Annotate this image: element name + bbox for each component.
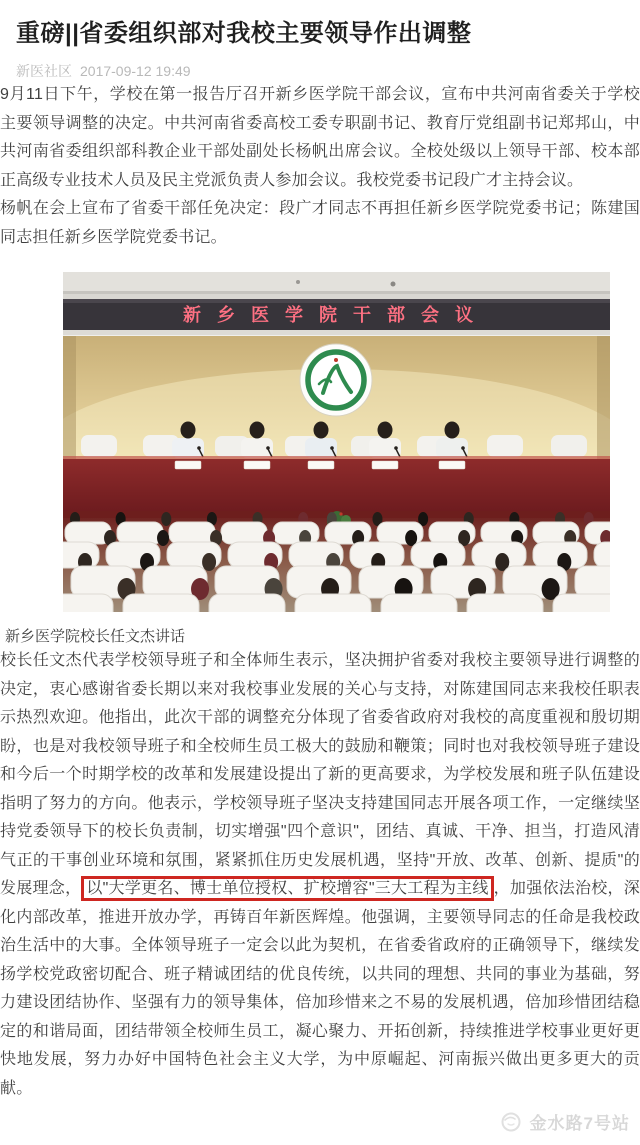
paragraph-3-post: ，加强依法治校，深化内部改革，推进开放办学，再铸百年新医辉煌。他强调，主要领导同志的任命是我校政治生活中的大事。全体领导班子一定会以此为契机，在省委省政府的正确领导下，继续发扬学校党政密切配合、班子精诚团结的优良传统，以共同的理想、共同的事业为基础，努力建设团结协作、坚强有力的领导集体，倍加珍惜来之不易的发展机遇，倍加珍惜团结稳定的和谐局面，团结带领全校师生员工，凝心聚力、开拓创新，持续推进学校事业更好更快地发展，努力办好中国特色社会主义大学，为中原崛起、河南振兴做出更多更大的贡献。 (0, 880, 640, 1097)
watermark (0, 1109, 630, 1134)
watermark-label: 金水路7号站 (529, 1114, 630, 1133)
watermark-logo-icon (499, 1110, 523, 1134)
conference-photo[interactable] (63, 272, 610, 612)
photo-ceiling (63, 272, 610, 294)
article-page (0, 18, 640, 1145)
paragraph-3 (0, 647, 640, 1103)
dais-table (63, 459, 610, 511)
source-account[interactable]: 新医社区 (16, 63, 72, 79)
article-meta (16, 61, 624, 81)
photo-caption: 新乡医学院校长任文杰讲话 (5, 628, 186, 645)
red-highlight-box: 以"大学更名、博士单位授权、扩校增容"三大工程为主线 (81, 876, 493, 901)
paragraph-2: 杨帆在会上宣布了省委干部任免决定：段广才同志不再担任新乡医学院党委书记；陈建国同志担任新乡医学院党委书记。 (0, 200, 640, 246)
paragraph-1: 9月11日下午，学校在第一报告厅召开新乡医学院干部会议，宣布中共河南省委关于学校主要领导调整的决定。中共河南省委高校工委专职副书记、教育厅党组副书记郑邦山，中共河南省委组织部科教企业干部处副处长杨帆出席会议。全校处级以上领导干部、校本部正高级专业技术人员及民主党派负责人参加会议。我校党委书记段广才主持会议。 (0, 86, 640, 189)
page-title: 重磅||省委组织部对我校主要领导作出调整 (16, 20, 472, 47)
school-logo-emblem (300, 344, 372, 416)
publish-time: 2017-09-12 19:49 (80, 63, 191, 79)
banner-text: 新乡医学院干部会议 (183, 305, 489, 325)
paragraph-3-pre: 校长任文杰代表学校领导班子和全体师生表示，坚决拥护省委对我校主要领导进行调整的决定，衷心感谢省委长期以来对我校事业发展的关心与支持，对陈建国同志来我校任职表示热烈欢迎。他指出，此次干部的调整充分体现了省委省政府对我校的高度重视和殷切期盼，也是对我校领导班子和全校师生员工极大的鼓励和鞭策；同时也对我校领导班子建设和今后一个时期学校的改革和发展建设提出了新的更高要求，为学校发展和班子队伍建设指明了努力的方向。他表示，学校领导班子坚决支持建国同志开展各项工作，一定继续坚持党委领导下的校长负责制，切实增强"四个意识"，团结、真诚、干净、担当，打造风清气正的干事创业环境和氛围，紧紧抓住历史发展机遇，坚持"开放、改革、创新、提质"的发展理念， (0, 652, 640, 897)
